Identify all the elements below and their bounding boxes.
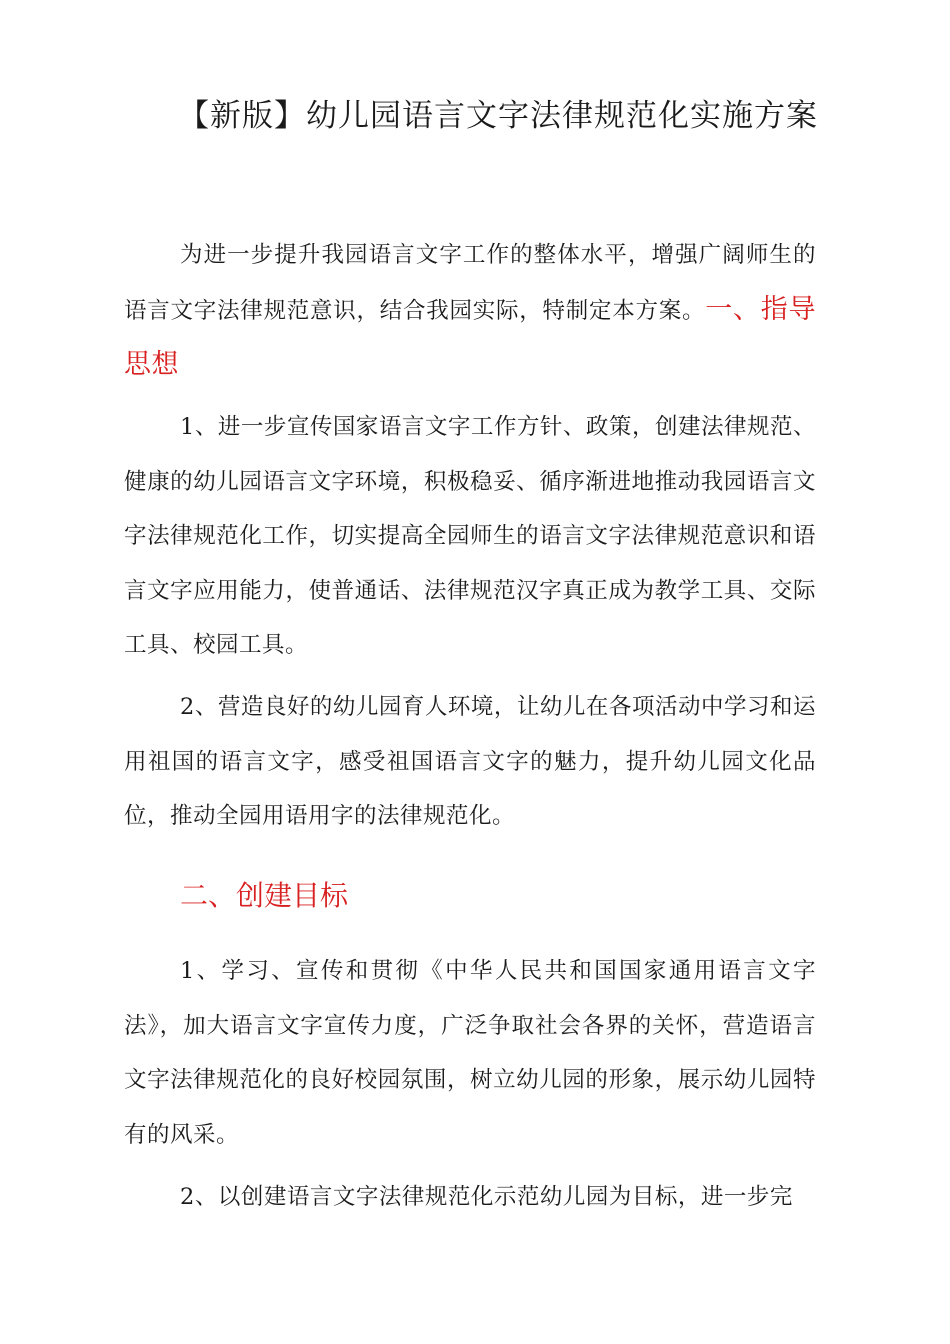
section1-heading: 一、指导思想 (124, 293, 816, 380)
section2-item-2: 2、以创建语言文字法律规范化示范幼儿园为目标，进一步完 (180, 1184, 793, 1210)
section2-item-1: 1、学习、宣传和贯彻《中华人民共和国国家通用语言文字法》，加大语言文字宣传力度，广泛争取社会各界的关怀，营造语言文字法律规范化的良好校园氛围，树立幼儿园的形象，展示幼儿园特有的风采。 (124, 958, 816, 1148)
section1-item-1: 1、进一步宣传国家语言文字工作方针、政策，创建法律规范、健康的幼儿园语言文字环境，积极稳妥、循序渐进地推动我园语言文字法律规范化工作，切实提高全园师生的语言文字法律规范意识和语言文字应用能力，使普通话、法律规范汉字真正成为教学工具、交际工具、校园工具。 (124, 414, 816, 658)
section1-item-2: 2、营造良好的幼儿园育人环境，让幼儿在各项活动中学习和运用祖国的语言文字，感受祖国语言文字的魅力，提升幼儿园文化品位，推动全园用语用字的法律规范化。 (124, 694, 816, 829)
intro-text: 为进一步提升我园语言文字工作的整体水平，增强广阔师生的语言文字法律规范意识，结合我园实际，特制定本方案。 (124, 242, 816, 324)
intro-paragraph (124, 228, 816, 394)
section2-heading: 二、创建目标 (180, 879, 349, 912)
document-title: 【新版】幼儿园语言文字法律规范化实施方案 (178, 98, 818, 134)
